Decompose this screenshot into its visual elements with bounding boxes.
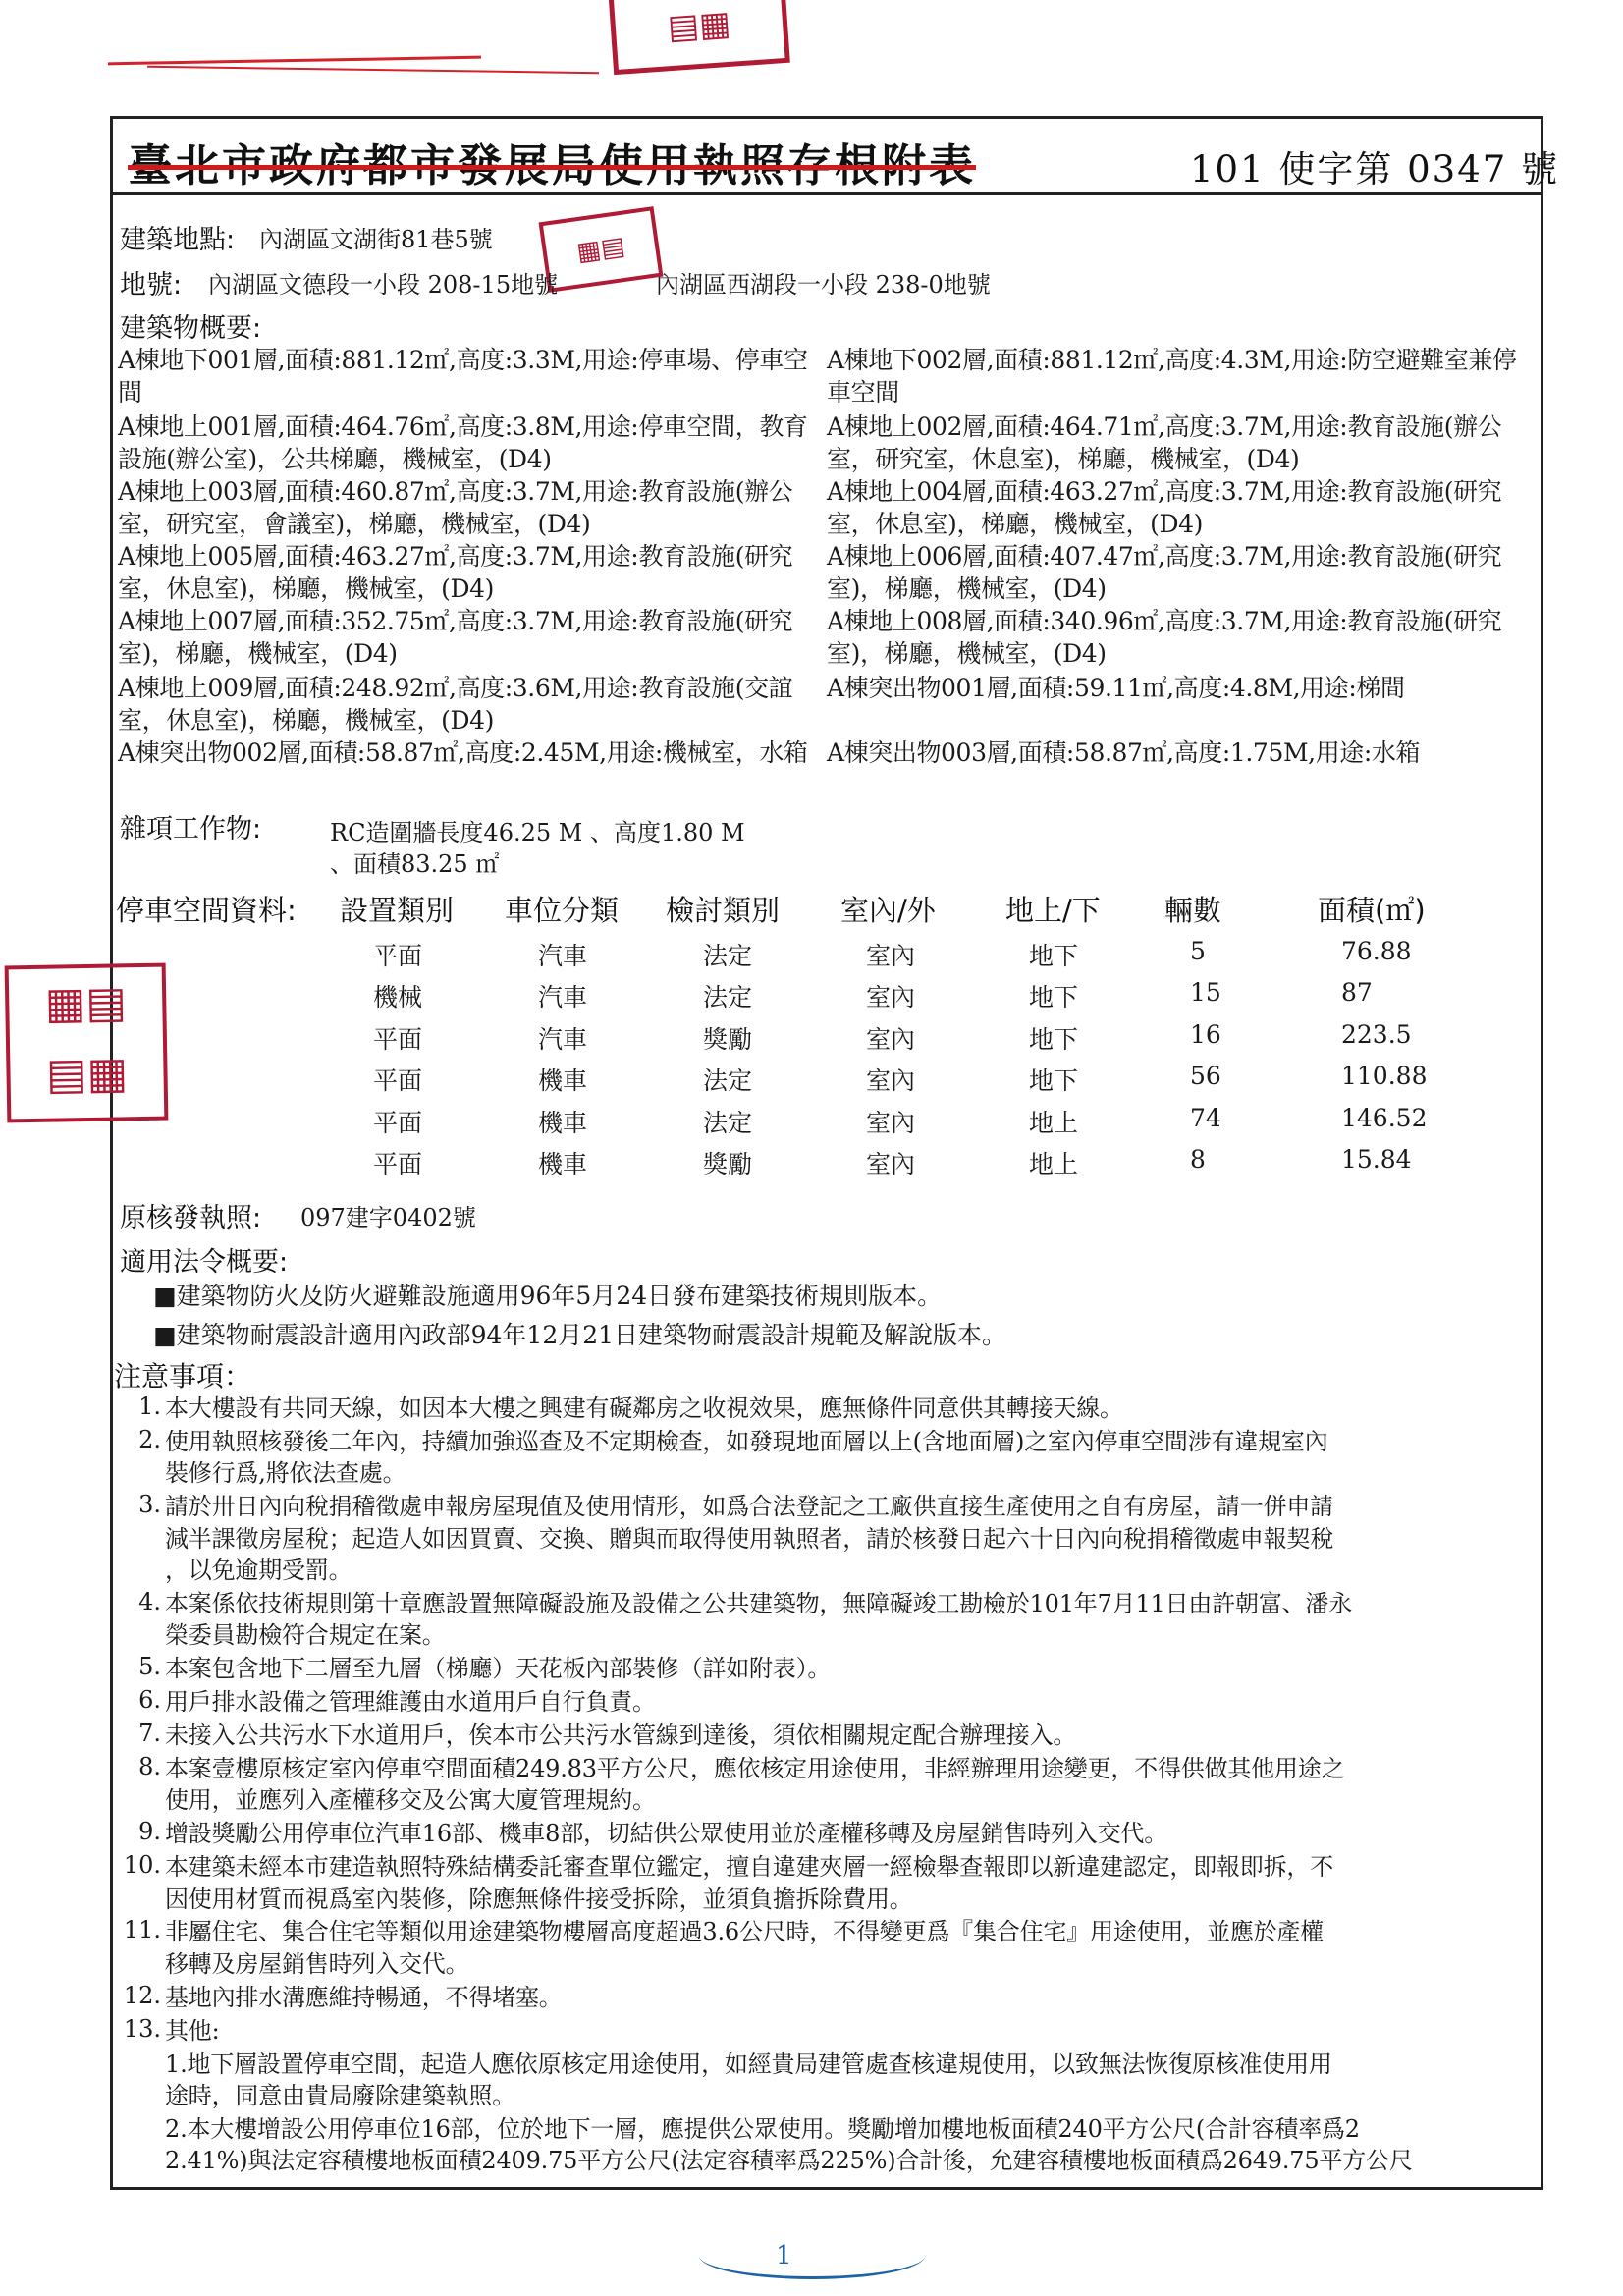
- parking-cell: 機車: [538, 1066, 588, 1096]
- parking-cell: 平面: [373, 1066, 423, 1096]
- note-text: 基地內排水溝應維持暢通，不得堵塞。: [165, 1983, 563, 2011]
- building-floor-entry: A棟地上002層,面積:464.71㎡,高度:3.7M,用途:教育設施(辦公室，研究室，休息室)，梯廳，機械室，(D4): [827, 412, 1502, 473]
- lot-value-2: 內湖區西湖段一小段 238-0地號: [656, 271, 991, 299]
- note-text: 增設獎勵公用停車位汽車16部、機車8部，切結供公眾使用並於產權移轉及房屋銷售時列入交代。: [165, 1820, 1168, 1848]
- note-text: 非屬住宅、集合住宅等類似用途建築物樓層高度超過3.6公尺時，不得變更爲『集合住宅』用途使用，並應於產權: [165, 1918, 1324, 1946]
- building-floor-entry: A棟地下001層,面積:881.12㎡,高度:3.3M,用途:停車場、停車空間: [118, 346, 808, 407]
- building-summary-label: 建築物概要:: [120, 313, 262, 344]
- official-seal-top: ▤▦: [608, 0, 790, 75]
- note-text: 使用執照核發後二年內，持續加強巡查及不定期檢查，如發現地面層以上(含地面層)之室內停車空間涉有違規室內: [165, 1427, 1328, 1455]
- parking-cell: 室內: [866, 1108, 916, 1137]
- building-floor-entry: A棟地上001層,面積:464.76㎡,高度:3.8M,用途:停車空間，教育設施(辦公室)，公共梯廳，機械室，(D4): [118, 412, 808, 473]
- note-text: 未接入公共污水下水道用戶，俟本市公共污水管線到達後，須依相關規定配合辦理接入。: [165, 1722, 1077, 1749]
- note-number: 12.: [123, 1981, 161, 2009]
- parking-cell: 平面: [373, 1024, 423, 1054]
- parking-column-header: 室內/外: [840, 894, 936, 927]
- note-text: 使用，並應列入產權移交及公寓大廈管理規約。: [165, 1786, 656, 1815]
- note-text: 本建築未經本市建造執照特殊結構委託審查單位鑑定，擅自違建夾層一經檢舉查報即以新違建認定，即報即拆，不: [165, 1853, 1333, 1882]
- building-floor-entry: A棟地上005層,面積:463.27㎡,高度:3.7M,用途:教育設施(研究室，休息室)，梯廳，機械室，(D4): [118, 542, 793, 603]
- building-floor-entry: A棟地下002層,面積:881.12㎡,高度:4.3M,用途:防空避難室兼停車空間: [827, 346, 1517, 407]
- red-ink-mark: [108, 56, 481, 66]
- location-label: 建築地點:: [120, 225, 236, 255]
- note-number: 4.: [138, 1587, 161, 1615]
- parking-column-header: 面積(㎡): [1318, 894, 1426, 927]
- note-number: 13.: [123, 2014, 161, 2043]
- note-number: 7.: [138, 1720, 161, 1747]
- page-title: 臺北市政府都市發展局使用執照存根附表: [128, 139, 977, 191]
- note-number: 3.: [138, 1491, 161, 1519]
- parking-cell: 16: [1190, 1019, 1221, 1049]
- parking-cell: 146.52: [1341, 1103, 1428, 1132]
- parking-cell: 地上: [1029, 1150, 1079, 1178]
- misc-works-line2: 、面積83.25 ㎡: [330, 850, 500, 878]
- note-text: 請於卅日內向稅捐稽徵處申報房屋現值及使用情形，如爲合法登記之工廠供直接生產使用之自有房屋，請一併申請: [165, 1493, 1333, 1521]
- note-text: 移轉及房屋銷售時列入交代。: [165, 1949, 469, 1978]
- building-floor-entry: A棟突出物002層,面積:58.87㎡,高度:2.45M,用途:機械室，水箱: [118, 738, 808, 767]
- parking-cell: 地下: [1029, 1024, 1079, 1054]
- original-permit-label: 原核發執照:: [120, 1203, 262, 1233]
- note-text: 裝修行爲,將依法查處。: [165, 1459, 406, 1488]
- note-number: 2.: [138, 1425, 161, 1453]
- building-floor-entry: A棟地上008層,面積:340.96㎡,高度:3.7M,用途:教育設施(研究室)，梯廳，機械室，(D4): [827, 607, 1502, 668]
- note-number: 11.: [123, 1916, 161, 1944]
- parking-cell: 汽車: [538, 1024, 588, 1054]
- note-sub-text: 2.41%)與法定容積樓地板面積2409.75平方公尺(法定容積率爲225%)合計後，允建容積樓地板面積爲2649.75平方公尺: [165, 2147, 1413, 2175]
- note-text: 本案壹樓原核定室內停車空間面積249.83平方公尺，應依核定用途使用，非經辦理用途變更，不得供做其他用途之: [165, 1754, 1345, 1782]
- note-text: 減半課徵房屋稅；起造人如因買賣、交換、贈與而取得使用執照者，請於核發日起六十日內向稅捐稽徵處申報契稅: [165, 1524, 1333, 1553]
- note-sub-text: 1.地下層設置停車空間，起造人應依原核定用途使用，如經貴局建管處查核違規使用，以致無法恢復原核准使用用: [165, 2050, 1332, 2078]
- laws-label: 適用法令概要:: [120, 1247, 289, 1278]
- misc-works-line1: RC造圍牆長度46.25 M 、高度1.80 M: [330, 819, 745, 847]
- parking-cell: 地上: [1029, 1108, 1079, 1137]
- note-text: 因使用材質而視爲室內裝修，除應無條件接受拆除，並須負擔拆除費用。: [165, 1885, 913, 1913]
- note-text: 榮委員勘檢符合規定在案。: [165, 1621, 446, 1650]
- page-mark-arc: [699, 2231, 925, 2279]
- note-sub-text: 途時，同意由貴局廢除建築執照。: [165, 2081, 515, 2109]
- parking-cell: 110.88: [1341, 1062, 1428, 1091]
- building-floor-entry: A棟地上004層,面積:463.27㎡,高度:3.7M,用途:教育設施(研究室，休息室)，梯廳，機械室，(D4): [827, 477, 1502, 538]
- parking-cell: 56: [1190, 1062, 1221, 1091]
- parking-cell: 室內: [866, 1066, 916, 1096]
- parking-column-header: 設置類別: [340, 894, 455, 927]
- side-seal-stamp: ▦▤ ▤▦: [5, 963, 169, 1123]
- parking-cell: 74: [1190, 1103, 1221, 1132]
- parking-cell: 223.5: [1341, 1019, 1412, 1049]
- parking-cell: 15.84: [1341, 1145, 1412, 1174]
- building-floor-entry: A棟突出物001層,面積:59.11㎡,高度:4.8M,用途:梯間: [827, 674, 1405, 702]
- note-number: 6.: [138, 1686, 161, 1715]
- note-number: 9.: [138, 1818, 161, 1846]
- parking-label: 停車空間資料:: [116, 894, 297, 927]
- parking-column-header: 檢討類別: [666, 894, 781, 927]
- title-divider: [110, 192, 1543, 195]
- building-floor-entry: A棟地上006層,面積:407.47㎡,高度:3.7M,用途:教育設施(研究室)，梯廳，機械室，(D4): [827, 542, 1502, 603]
- parking-cell: 地下: [1029, 1066, 1079, 1096]
- law-item: ■建築物耐震設計適用內政部94年12月21日建築物耐震設計規範及解說版本。: [153, 1321, 1007, 1349]
- parking-cell: 機車: [538, 1150, 588, 1178]
- note-sub-text: 2.本大樓增設公用停車位16部，位於地下一層，應提供公眾使用。獎勵增加樓地板面積240平方公尺(合計容積率爲2: [165, 2114, 1360, 2143]
- parking-cell: 15: [1190, 978, 1221, 1008]
- parking-cell: 地下: [1029, 983, 1079, 1012]
- law-item: ■建築物防火及防火避難設施適用96年5月24日發布建築技術規則版本。: [153, 1282, 943, 1310]
- parking-cell: 平面: [373, 942, 423, 970]
- note-text: 本案係依技術規則第十章應設置無障礙設施及設備之公共建築物，無障礙竣工勘檢於101年7月11日由許朝富、潘永: [165, 1589, 1353, 1617]
- misc-works-label: 雜項工作物:: [120, 814, 262, 845]
- parking-cell: 法定: [703, 1066, 753, 1096]
- original-permit-value: 097建字0402號: [300, 1204, 476, 1231]
- building-floor-entry: A棟突出物003層,面積:58.87㎡,高度:1.75M,用途:水箱: [827, 738, 1421, 767]
- parking-cell: 平面: [373, 1108, 423, 1137]
- parking-cell: 汽車: [538, 942, 588, 970]
- parking-cell: 室內: [866, 1150, 916, 1178]
- note-number: 10.: [123, 1851, 161, 1880]
- parking-cell: 平面: [373, 1150, 423, 1178]
- parking-cell: 8: [1190, 1145, 1206, 1174]
- note-number: 5.: [138, 1653, 161, 1681]
- parking-cell: 室內: [866, 983, 916, 1012]
- parking-cell: 汽車: [538, 983, 588, 1012]
- parking-cell: 室內: [866, 942, 916, 970]
- parking-cell: 5: [1190, 937, 1206, 965]
- note-text: ，以免逾期受罰。: [165, 1557, 352, 1584]
- building-floor-entry: A棟地上003層,面積:460.87㎡,高度:3.7M,用途:教育設施(辦公室，研究室，會議室)，梯廳，機械室，(D4): [118, 477, 793, 538]
- parking-cell: 機車: [538, 1108, 588, 1137]
- parking-cell: 法定: [703, 1108, 753, 1137]
- parking-column-header: 車位分類: [505, 894, 620, 927]
- location-value: 內湖區文湖街81巷5號: [259, 226, 493, 253]
- parking-cell: 法定: [703, 983, 753, 1012]
- permit-number: 101 使字第 0347 號: [1190, 148, 1560, 191]
- parking-cell: 獎勵: [703, 1024, 753, 1054]
- note-text: 本大樓設有共同天線，如因本大樓之興建有礙鄰房之收視效果，應無條件同意供其轉接天線。: [165, 1394, 1123, 1422]
- note-number: 1.: [138, 1393, 161, 1420]
- lot-value-1: 內湖區文德段一小段 208-15地號: [208, 271, 559, 299]
- building-floor-entry: A棟地上009層,面積:248.92㎡,高度:3.6M,用途:教育設施(交誼室，休息室)，梯廳，機械室，(D4): [118, 674, 793, 735]
- seal-stamp: ▦▤: [539, 206, 664, 293]
- parking-cell: 法定: [703, 942, 753, 970]
- parking-cell: 地下: [1029, 942, 1079, 970]
- note-number: 8.: [138, 1752, 161, 1780]
- parking-column-header: 地上/下: [1005, 894, 1101, 927]
- parking-cell: 87: [1341, 978, 1373, 1008]
- parking-cell: 獎勵: [703, 1150, 753, 1178]
- lot-label: 地號:: [120, 270, 183, 301]
- building-floor-entry: A棟地上007層,面積:352.75㎡,高度:3.7M,用途:教育設施(研究室)，梯廳，機械室，(D4): [118, 607, 793, 668]
- parking-cell: 機械: [373, 983, 423, 1012]
- note-text: 本案包含地下二層至九層（梯廳）天花板內部裝修（詳如附表）。: [165, 1655, 832, 1683]
- parking-cell: 室內: [866, 1024, 916, 1054]
- parking-column-header: 輛數: [1164, 894, 1222, 927]
- note-text: 用戶排水設備之管理維護由水道用戶自行負責。: [165, 1688, 656, 1717]
- note-text: 其他:: [165, 2016, 220, 2045]
- page-number: 1: [776, 2241, 795, 2270]
- parking-cell: 76.88: [1341, 937, 1412, 965]
- red-ink-mark: [147, 66, 599, 74]
- notes-label: 注意事項：: [114, 1360, 252, 1393]
